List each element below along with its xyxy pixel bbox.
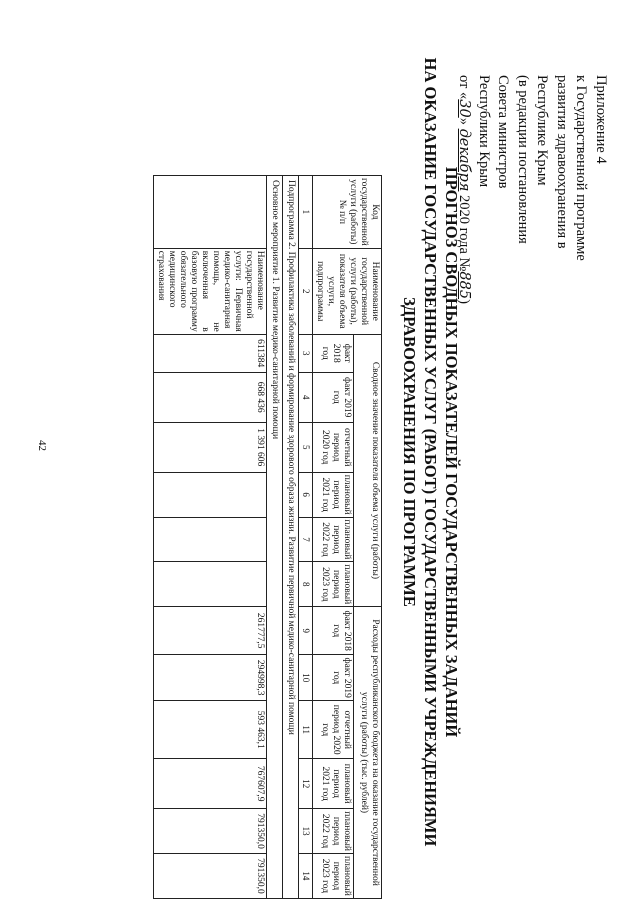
- column-number: 7: [299, 517, 313, 562]
- header-cell: плановый период 2023 год: [313, 562, 354, 607]
- header-cell: факт 2019 год: [313, 655, 354, 701]
- column-number: 3: [299, 334, 313, 372]
- table-row: [154, 176, 267, 899]
- row-expense: 294998,3: [154, 655, 267, 701]
- column-number: 6: [299, 472, 313, 517]
- indicators-table: [153, 175, 382, 899]
- appendix-line: к Государственной программе: [573, 75, 590, 261]
- header-name: Наименование государственной услуги (работы), показателя объема услуги, подпрограммы: [313, 248, 382, 334]
- column-number: 5: [299, 422, 313, 472]
- date-year: 2020 года №: [456, 191, 473, 272]
- row-value: [154, 472, 267, 517]
- appendix-line: Республики Крым: [476, 75, 492, 188]
- main-event-title: Основное мероприятие 1. Развитие медико-санитарной помощи: [267, 176, 283, 899]
- column-number: 8: [299, 562, 313, 607]
- header-cell: плановый период 2021 год: [313, 472, 354, 517]
- date-month: декабря: [456, 128, 473, 192]
- column-number: 10: [299, 655, 313, 701]
- row-value: [154, 517, 267, 562]
- row-value: 668 436: [154, 372, 267, 422]
- header-volume: Сводное значение показателя объема услуги (работы): [353, 334, 381, 606]
- date-prefix: от «: [456, 75, 473, 100]
- header-cell: плановый период 2022 год: [313, 809, 354, 854]
- date-close: ): [456, 299, 473, 304]
- title-line: ЗДРАВООХРАНЕНИЯ ПО ПРОГРАММЕ: [400, 297, 419, 607]
- row-value: [154, 562, 267, 607]
- document-title: [399, 0, 462, 904]
- date-number: 885: [456, 271, 473, 300]
- column-number: 9: [299, 607, 313, 655]
- column-number: 2: [299, 248, 313, 334]
- header-cell: отчетный период 2020 год: [313, 422, 354, 472]
- appendix-line: развития здравоохранения в: [554, 75, 570, 249]
- appendix-line: Совета министров: [495, 75, 512, 189]
- column-number: 13: [299, 809, 313, 854]
- row-expense: 791350,0: [154, 854, 267, 899]
- header-cell: факт 2018 год: [313, 334, 354, 372]
- title-line: ПРОГНОЗ СВОДНЫХ ПОКАЗАТЕЛЕЙ ГОСУДАРСТВЕННЫХ ЗАДАНИЙ: [442, 166, 461, 738]
- row-expense: 767607,9: [154, 759, 267, 809]
- row-expense: 791350,0: [154, 809, 267, 854]
- appendix-line: (в редакции постановления: [515, 75, 531, 244]
- header-cell: плановый период 2023 год: [313, 854, 354, 899]
- row-code: [154, 176, 267, 249]
- subprogram-row: [283, 176, 299, 899]
- column-number-row: [299, 176, 313, 899]
- appendix-line: Республике Крым: [534, 75, 551, 186]
- header-cell: плановый период 2022 год: [313, 517, 354, 562]
- header-expense: Расходы республиканского бюджета на оказание государственной услуги (работы) (тыс. рублей): [353, 607, 381, 899]
- row-expense: 593 463,1: [154, 701, 267, 759]
- column-number: 14: [299, 854, 313, 899]
- row-value: 1 391 606: [154, 422, 267, 472]
- row-value: 611384: [154, 334, 267, 372]
- table-header-row: [353, 176, 381, 899]
- header-cell: факт 2018 год: [313, 607, 354, 655]
- column-number: 4: [299, 372, 313, 422]
- appendix-block: [454, 75, 610, 304]
- row-name: Наименование государственной услуги: Первичная медико-санитарная помощь, не включенная в базовую программу обязательного медицинского страхования: [154, 248, 267, 334]
- title-line: НА ОКАЗАНИЕ ГОСУДАРСТВЕННЫХ УСЛУГ (РАБОТ) ГОСУДАРСТВЕННЫМИ УЧРЕЖДЕНИЯМИ: [421, 57, 440, 847]
- header-cell: факт 2019 год: [313, 372, 354, 422]
- main-event-row: [267, 176, 283, 899]
- column-number: 1: [299, 176, 313, 249]
- header-code: Код государственной услуги (работы) № п/п: [313, 176, 382, 249]
- date-day: 30: [456, 99, 473, 118]
- appendix-line: Приложение 4: [593, 75, 609, 164]
- subprogram-title: Подпрограмма 2. Профилактика заболеваний и формирование здорового образа жизни. Развитие первичной медико-санитарной помощи: [283, 176, 299, 899]
- header-cell: плановый период 2021 год: [313, 759, 354, 809]
- row-expense: 261777,5: [154, 607, 267, 655]
- date-mid: »: [456, 117, 473, 129]
- column-number: 11: [299, 701, 313, 759]
- header-cell: отчетный период 2020 год: [313, 701, 354, 759]
- column-number: 12: [299, 759, 313, 809]
- page-number: 42: [36, 440, 48, 451]
